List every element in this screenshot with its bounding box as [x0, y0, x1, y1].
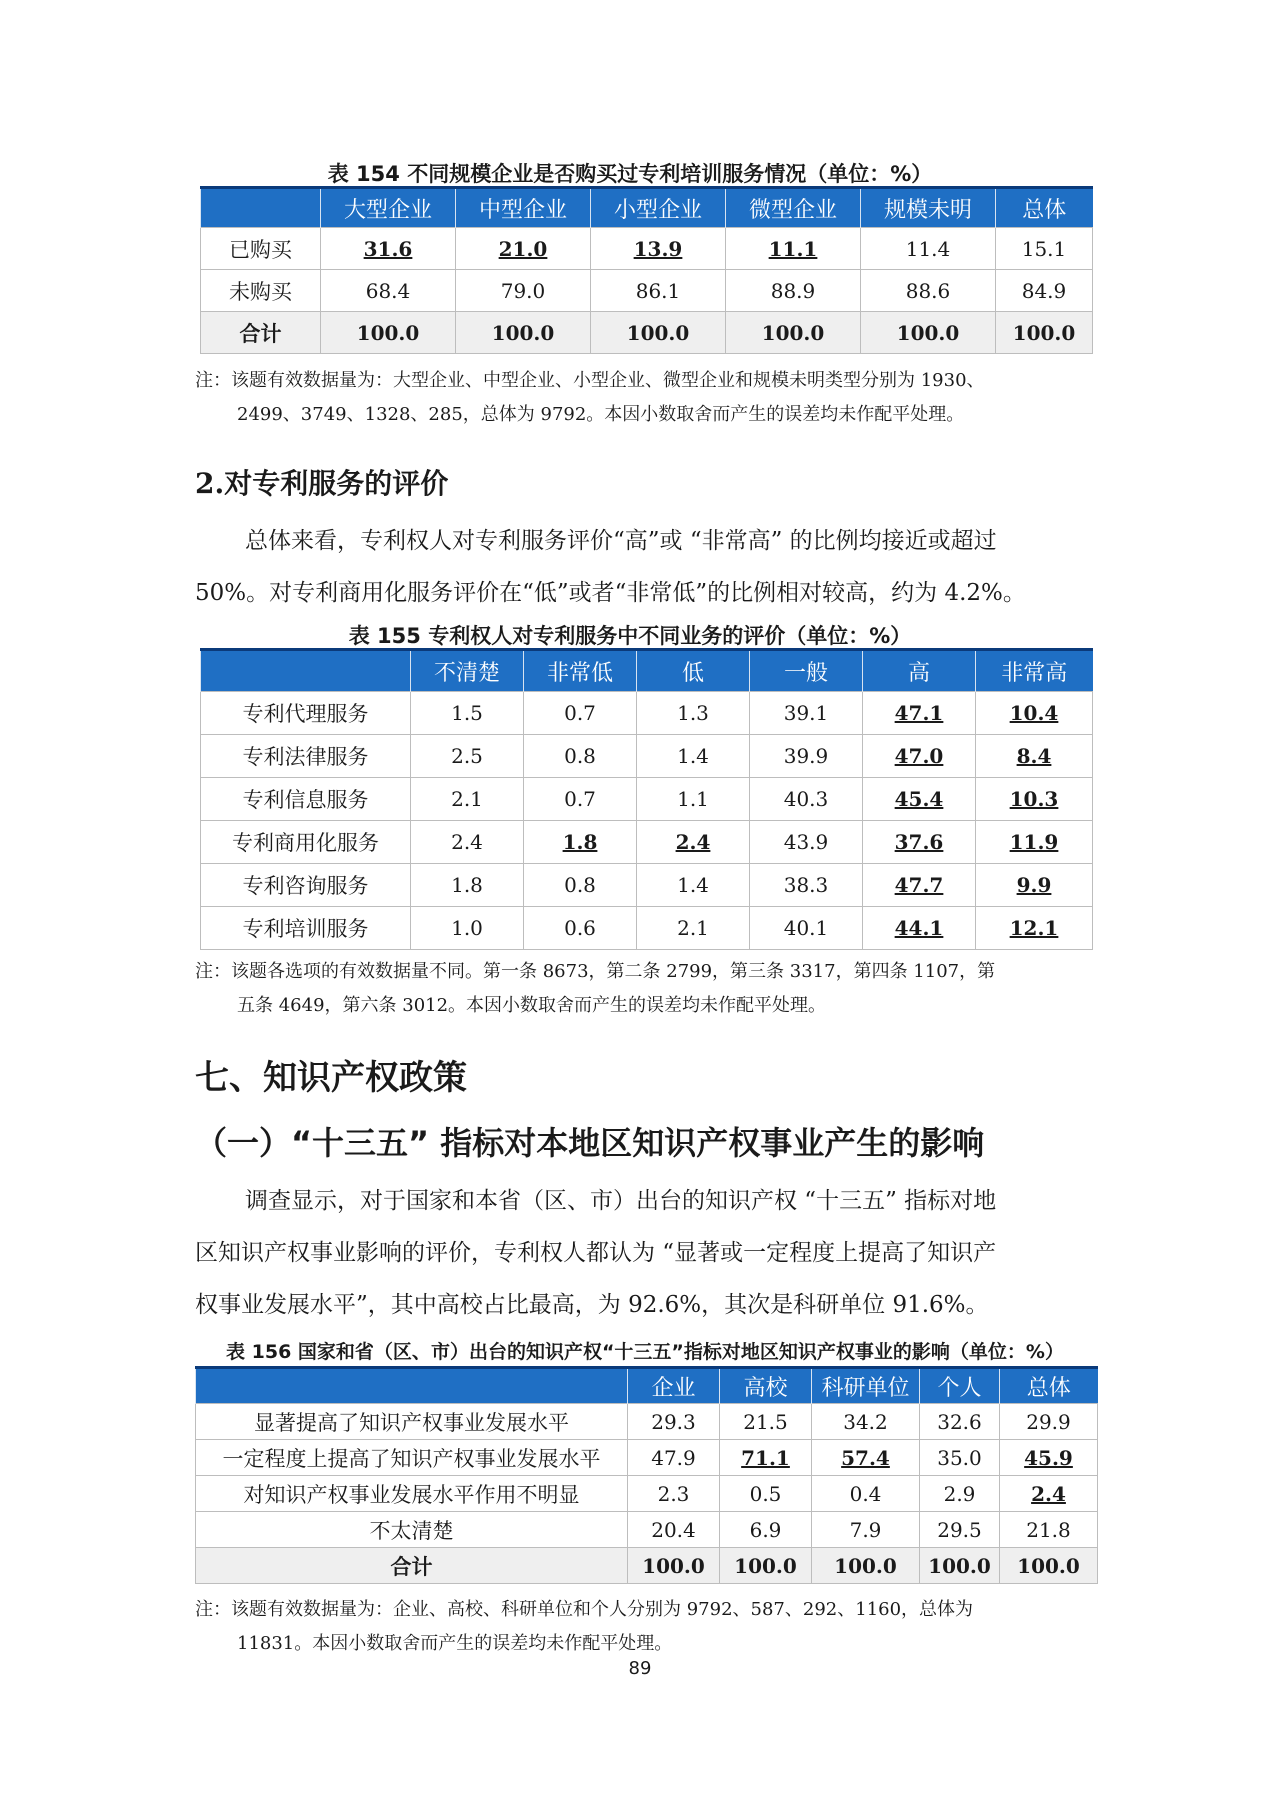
cell: 7.9 [812, 1512, 920, 1548]
cell [863, 907, 976, 950]
cell-value: 2.4 [1031, 1481, 1066, 1506]
cell: 0.7 [524, 692, 637, 735]
cell: 39.9 [750, 735, 863, 778]
table-155-header-unclear: 不清楚 [411, 650, 524, 692]
cell: 88.6 [861, 270, 996, 312]
cell [524, 821, 637, 864]
page-number: 89 [628, 1658, 652, 1679]
cell: 84.9 [996, 270, 1093, 312]
cell-value: 71.1 [741, 1445, 790, 1470]
table-156-header-overall: 总体 [1000, 1368, 1098, 1404]
cell-value: 10.3 [1009, 787, 1059, 811]
cell-value: 11.9 [1009, 830, 1059, 854]
cell: 100.0 [996, 312, 1093, 354]
paragraph-line: 权事业发展水平”，其中高校占比最高，为 92.6%，其次是科研单位 91.6%。 [195, 1292, 989, 1318]
table-154-header-large: 大型企业 [321, 188, 456, 228]
cell: 35.0 [920, 1440, 1000, 1476]
cell: 38.3 [750, 864, 863, 907]
cell: 1.8 [411, 864, 524, 907]
cell [1000, 1476, 1098, 1512]
cell [976, 821, 1093, 864]
table-154-header-medium: 中型企业 [456, 188, 591, 228]
table-row [201, 228, 1093, 270]
cell [812, 1440, 920, 1476]
row-label: 显著提高了知识产权事业发展水平 [196, 1404, 628, 1440]
table-row [196, 1476, 1098, 1512]
table-row [201, 821, 1093, 864]
cell [456, 228, 591, 270]
cell: 47.9 [628, 1440, 720, 1476]
cell: 11.4 [861, 228, 996, 270]
table-row [201, 735, 1093, 778]
cell: 100.0 [628, 1548, 720, 1584]
cell-value: 45.4 [894, 787, 944, 811]
row-label: 专利代理服务 [201, 692, 411, 735]
cell-value: 12.1 [1009, 916, 1059, 940]
note-line: 五条 4649，第六条 3012。本因小数取舍而产生的误差均未作配平处理。 [237, 995, 827, 1016]
cell: 0.6 [524, 907, 637, 950]
table-155 [200, 648, 1093, 950]
cell: 0.8 [524, 735, 637, 778]
table-155-header-corner [201, 650, 411, 692]
cell [863, 821, 976, 864]
cell [976, 864, 1093, 907]
paragraph-line: 调查显示，对于国家和本省（区、市）出台的知识产权 “十三五” 指标对地 [245, 1188, 997, 1214]
table-row [201, 270, 1093, 312]
cell-value: 37.6 [894, 830, 944, 854]
row-label: 不太清楚 [196, 1512, 628, 1548]
row-label: 专利商用化服务 [201, 821, 411, 864]
table-155-header-high: 高 [863, 650, 976, 692]
table-156-header-corner [196, 1368, 628, 1404]
cell-value: 13.9 [633, 236, 683, 261]
cell: 0.5 [720, 1476, 812, 1512]
cell-value: 1.8 [562, 830, 598, 854]
cell: 2.1 [637, 907, 750, 950]
cell: 43.9 [750, 821, 863, 864]
cell: 1.4 [637, 735, 750, 778]
cell: 1.3 [637, 692, 750, 735]
cell: 29.9 [1000, 1404, 1098, 1440]
chapter-paragraph [195, 1175, 1095, 1331]
table-156-header-university: 高校 [720, 1368, 812, 1404]
chapter-title: 七、知识产权政策 [195, 1058, 467, 1098]
cell-value: 9.9 [1016, 873, 1052, 897]
row-label: 未购买 [201, 270, 321, 312]
table-154-note [195, 364, 1095, 432]
cell: 100.0 [1000, 1548, 1098, 1584]
cell: 6.9 [720, 1512, 812, 1548]
cell [863, 692, 976, 735]
table-156-header-enterprise: 企业 [628, 1368, 720, 1404]
row-label: 合计 [196, 1548, 628, 1584]
cell: 29.5 [920, 1512, 1000, 1548]
table-row [201, 907, 1093, 950]
cell: 100.0 [591, 312, 726, 354]
table-155-header-very-low: 非常低 [524, 650, 637, 692]
cell: 32.6 [920, 1404, 1000, 1440]
cell: 20.4 [628, 1512, 720, 1548]
cell [863, 864, 976, 907]
cell: 1.4 [637, 864, 750, 907]
table-row [196, 1512, 1098, 1548]
cell: 0.4 [812, 1476, 920, 1512]
cell-value: 47.1 [894, 701, 944, 725]
cell [591, 228, 726, 270]
paragraph-line: 总体来看，专利权人对专利服务评价“高”或 “非常高” 的比例均接近或超过 [245, 528, 997, 554]
table-156-caption: 表 156 国家和省（区、市）出台的知识产权“十三五”指标对地区知识产权事业的影响（单位：%） [226, 1341, 1064, 1363]
table-total-row [201, 312, 1093, 354]
table-154-header-overall: 总体 [996, 188, 1093, 228]
cell: 2.5 [411, 735, 524, 778]
cell-value: 44.1 [894, 916, 944, 940]
cell: 39.1 [750, 692, 863, 735]
table-156-header-row [196, 1368, 1098, 1404]
table-155-header-average: 一般 [750, 650, 863, 692]
note-line: 注：该题有效数据量为：企业、高校、科研单位和个人分别为 9792、587、292、1160，总体为 [195, 1599, 974, 1620]
cell: 0.7 [524, 778, 637, 821]
cell: 2.4 [411, 821, 524, 864]
cell: 40.3 [750, 778, 863, 821]
table-155-header-very-high: 非常高 [976, 650, 1093, 692]
cell: 88.9 [726, 270, 861, 312]
table-total-row [196, 1548, 1098, 1584]
paragraph-line: 区知识产权事业影响的评价，专利权人都认为 “显著或一定程度上提高了知识产 [195, 1240, 997, 1266]
subsection-title: （一）“十三五” 指标对本地区知识产权事业产生的影响 [195, 1124, 985, 1162]
cell: 86.1 [591, 270, 726, 312]
cell: 1.0 [411, 907, 524, 950]
cell: 34.2 [812, 1404, 920, 1440]
cell-value: 31.6 [363, 236, 413, 261]
table-row [196, 1440, 1098, 1476]
table-156-header-research: 科研单位 [812, 1368, 920, 1404]
note-line: 注：该题有效数据量为：大型企业、中型企业、小型企业、微型企业和规模未明类型分别为 1930、 [195, 370, 985, 391]
cell-value: 21.0 [498, 236, 548, 261]
table-155-note [195, 955, 1095, 1023]
cell: 100.0 [861, 312, 996, 354]
table-154-header-small: 小型企业 [591, 188, 726, 228]
cell: 1.5 [411, 692, 524, 735]
cell [863, 778, 976, 821]
table-154-caption: 表 154 不同规模企业是否购买过专利培训服务情况（单位：%） [327, 162, 933, 186]
cell: 15.1 [996, 228, 1093, 270]
cell [726, 228, 861, 270]
cell [321, 228, 456, 270]
table-154-header-micro: 微型企业 [726, 188, 861, 228]
cell-value: 10.4 [1009, 701, 1059, 725]
cell: 79.0 [456, 270, 591, 312]
row-label: 专利培训服务 [201, 907, 411, 950]
cell: 1.1 [637, 778, 750, 821]
cell: 2.3 [628, 1476, 720, 1512]
cell: 21.5 [720, 1404, 812, 1440]
row-label: 专利咨询服务 [201, 864, 411, 907]
table-156-header-individual: 个人 [920, 1368, 1000, 1404]
cell: 100.0 [920, 1548, 1000, 1584]
row-label: 合计 [201, 312, 321, 354]
cell [637, 821, 750, 864]
cell-value: 2.4 [675, 830, 711, 854]
cell: 0.8 [524, 864, 637, 907]
cell: 100.0 [812, 1548, 920, 1584]
cell: 100.0 [456, 312, 591, 354]
cell [976, 778, 1093, 821]
cell [720, 1440, 812, 1476]
cell: 40.1 [750, 907, 863, 950]
cell: 100.0 [720, 1548, 812, 1584]
cell-value: 45.9 [1024, 1445, 1073, 1470]
row-label: 一定程度上提高了知识产权事业发展水平 [196, 1440, 628, 1476]
cell [976, 907, 1093, 950]
cell-value: 11.1 [768, 236, 818, 261]
cell: 2.9 [920, 1476, 1000, 1512]
cell [976, 692, 1093, 735]
cell: 100.0 [321, 312, 456, 354]
table-row [201, 778, 1093, 821]
cell-value: 57.4 [841, 1445, 890, 1470]
cell [1000, 1440, 1098, 1476]
table-row [201, 864, 1093, 907]
cell [976, 735, 1093, 778]
row-label: 专利法律服务 [201, 735, 411, 778]
section-heading: 2.对专利服务的评价 [195, 467, 449, 500]
cell: 21.8 [1000, 1512, 1098, 1548]
table-156-note [195, 1593, 1095, 1661]
table-row [196, 1404, 1098, 1440]
cell: 2.1 [411, 778, 524, 821]
cell: 100.0 [726, 312, 861, 354]
cell-value: 8.4 [1016, 744, 1052, 768]
section-paragraph [195, 515, 1095, 619]
table-155-header-row [201, 650, 1093, 692]
row-label: 对知识产权事业发展水平作用不明显 [196, 1476, 628, 1512]
cell: 68.4 [321, 270, 456, 312]
cell: 29.3 [628, 1404, 720, 1440]
note-line: 注：该题各选项的有效数据量不同。第一条 8673，第二条 2799，第三条 3317，第四条 1107，第 [195, 961, 996, 982]
table-154-header-unknown: 规模未明 [861, 188, 996, 228]
table-156 [195, 1366, 1098, 1584]
table-155-caption: 表 155 专利权人对专利服务中不同业务的评价（单位：%） [348, 624, 912, 648]
table-row [201, 692, 1093, 735]
table-154-header-corner [201, 188, 321, 228]
table-155-header-low: 低 [637, 650, 750, 692]
paragraph-line: 50%。对专利商用化服务评价在“低”或者“非常低”的比例相对较高，约为 4.2%。 [195, 580, 1026, 606]
note-line: 11831。本因小数取舍而产生的误差均未作配平处理。 [237, 1633, 673, 1654]
cell-value: 47.0 [894, 744, 944, 768]
note-line: 2499、3749、1328、285，总体为 9792。本因小数取舍而产生的误差均未作配平处理。 [237, 404, 965, 425]
cell [863, 735, 976, 778]
table-154 [200, 186, 1093, 354]
table-154-header-row [201, 188, 1093, 228]
row-label: 已购买 [201, 228, 321, 270]
row-label: 专利信息服务 [201, 778, 411, 821]
cell-value: 47.7 [894, 873, 944, 897]
